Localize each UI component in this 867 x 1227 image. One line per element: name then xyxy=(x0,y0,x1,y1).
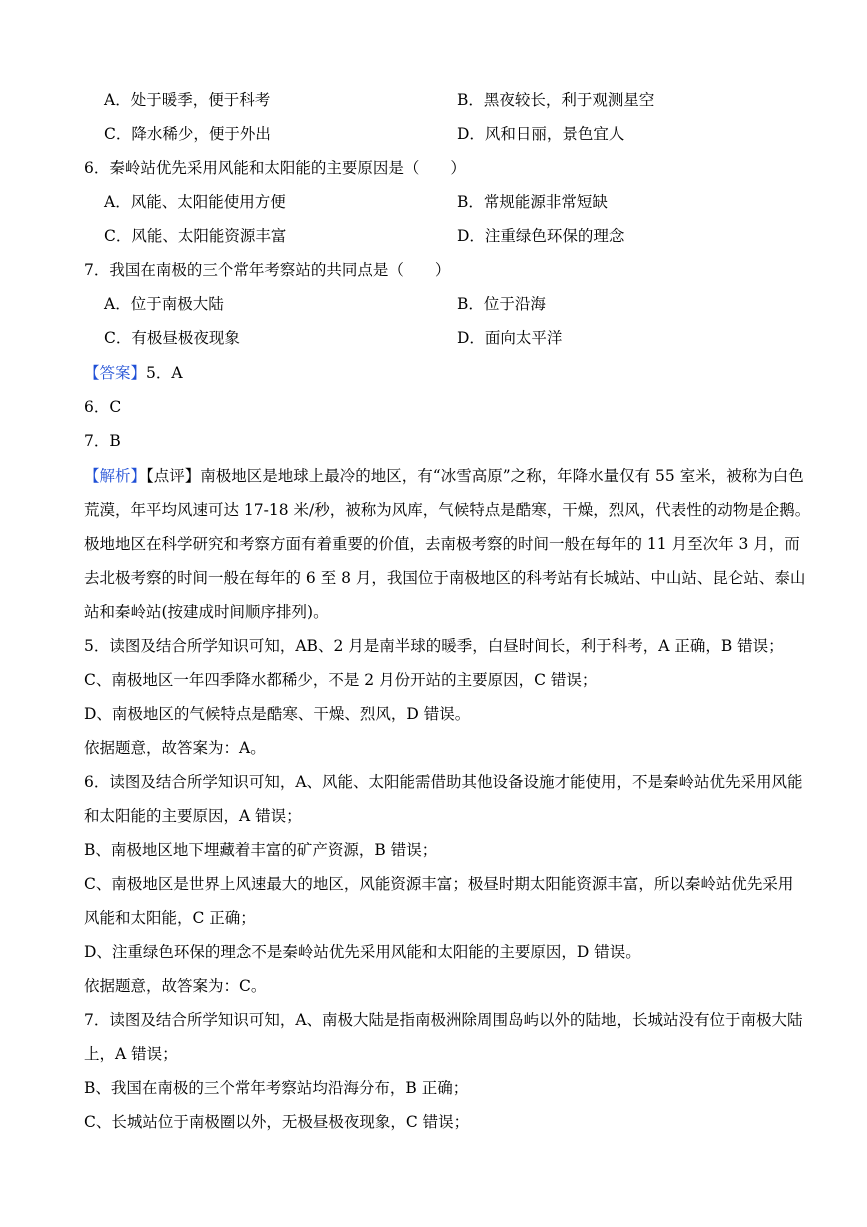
q7-option-a: A．位于南极大陆 xyxy=(104,295,224,313)
analysis-line-6: 5．读图及结合所学知识可知，AB、2 月是南半球的暖季，白昼时间长，利于科考，A 正确，B 错误； xyxy=(84,637,784,655)
q7-option-c: C．有极昼极夜现象 xyxy=(104,329,240,347)
analysis-tag: 【解析】 xyxy=(84,467,147,485)
q7-option-d: D．面向太平洋 xyxy=(457,329,563,347)
analysis-line-18: 上，A 错误； xyxy=(84,1045,178,1063)
answer-tag: 【答案】 xyxy=(84,364,147,382)
q6-stem: 6．秦岭站优先采用风能和太阳能的主要原因是（ ） xyxy=(84,159,466,177)
analysis-text-1: 【点评】南极地区是地球上最冷的地区，有“冰雪高原”之称，年降水量仅有 55 室米，被称为白色 xyxy=(146,467,804,485)
analysis-line-17: 7．读图及结合所学知识可知，A、南极大陆是指南极洲除周围岛屿以外的陆地，长城站没有位于南极大陆 xyxy=(84,1011,803,1029)
q5-option-a: A．处于暖季，便于科考 xyxy=(104,91,271,109)
q6-option-c: C．风能、太阳能资源丰富 xyxy=(104,227,287,245)
answer-6: 6．C xyxy=(84,398,122,416)
q6-option-b: B．常规能源非常短缺 xyxy=(457,193,608,211)
analysis-line-3: 极地地区在科学研究和考察方面有着重要的价值，去南极考察的时间一般在每年的 11 月至次年 3 月，而 xyxy=(84,535,800,553)
analysis-line-5: 站和秦岭站(按建成时间顺序排列)。 xyxy=(84,603,329,621)
q6-option-a: A．风能、太阳能使用方便 xyxy=(104,193,286,211)
q5-option-c: C．降水稀少，便于外出 xyxy=(104,125,271,143)
answer-7: 7．B xyxy=(84,432,121,450)
analysis-line-2: 荒漠，年平均风速可达 17-18 米/秒，被称为风库，气候特点是酷寒，干燥，烈风，代表性的动物是企鹅。 xyxy=(84,501,811,519)
q6-option-d: D．注重绿色环保的理念 xyxy=(457,227,625,245)
q5-option-d: D．风和日丽，景色宜人 xyxy=(457,125,625,143)
analysis-line-12: B、南极地区地下埋藏着丰富的矿产资源，B 错误； xyxy=(84,841,438,859)
q7-option-b: B．位于沿海 xyxy=(457,295,546,313)
analysis-line-9: 依据题意，故答案为：A。 xyxy=(84,739,266,757)
analysis-line-4: 去北极考察的时间一般在每年的 6 至 8 月，我国位于南极地区的科考站有长城站、中山站、昆仑站、泰山 xyxy=(84,569,806,587)
answer-5: 5．A xyxy=(146,364,183,382)
q5-option-b: B．黑夜较长，利于观测星空 xyxy=(457,91,655,109)
analysis-line-8: D、南极地区的气候特点是酷寒、干燥、烈风，D 错误。 xyxy=(84,705,471,723)
q7-stem: 7．我国在南极的三个常年考察站的共同点是（ ） xyxy=(84,261,451,279)
analysis-line-7: C、南极地区一年四季降水都稀少，不是 2 月份开站的主要原因，C 错误； xyxy=(84,671,598,689)
analysis-line-14: 风能和太阳能，C 正确； xyxy=(84,909,256,927)
analysis-line-20: C、长城站位于南极圈以外，无极昼极夜现象，C 错误； xyxy=(84,1113,470,1131)
analysis-line-15: D、注重绿色环保的理念不是秦岭站优先采用风能和太阳能的主要原因，D 错误。 xyxy=(84,943,641,961)
analysis-line-19: B、我国在南极的三个常年考察站均沿海分布，B 正确； xyxy=(84,1079,469,1097)
analysis-line-1 xyxy=(84,466,804,486)
analysis-line-10: 6．读图及结合所学知识可知，A、风能、太阳能需借助其他设备设施才能使用，不是秦岭站优先采用风能 xyxy=(84,773,803,791)
analysis-line-11: 和太阳能的主要原因，A 错误； xyxy=(84,807,302,825)
analysis-line-13: C、南极地区是世界上风速最大的地区，风能资源丰富；极昼时期太阳能资源丰富，所以秦岭站优先采用 xyxy=(84,875,794,893)
answer-line-5 xyxy=(84,363,183,383)
analysis-line-16: 依据题意，故答案为：C。 xyxy=(84,977,267,995)
